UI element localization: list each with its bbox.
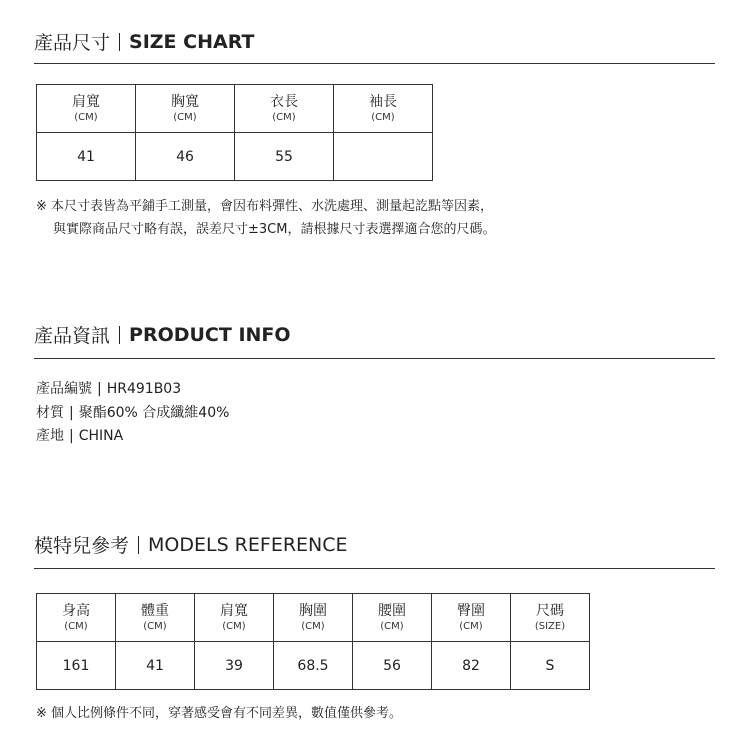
column-label: 胸寬 [171,93,199,110]
models-reference-title-en: MODELS REFERENCE [148,533,348,556]
size-chart-value-cell: 46 [136,133,235,181]
models-reference-table [36,593,590,690]
size-chart-title [34,28,254,55]
product-info-value: 聚酯60% 合成纖維40% [78,404,230,421]
info-separator: | [69,428,74,444]
column-label: 胸圍 [299,602,327,619]
models-reference-header-row [37,594,590,642]
models-reference-value-cell: 39 [195,642,274,690]
column-label: 臀圍 [457,602,485,619]
product-info-row [36,402,229,426]
models-reference-value-cell: 82 [432,642,511,690]
product-info-title-zh: 產品資訊 [34,325,111,347]
column-unit: (CM) [222,620,246,632]
size-chart-value-row [37,133,433,181]
column-label: 肩寬 [72,93,100,110]
size-chart-header-cell [334,85,433,133]
size-chart-header-cell [136,85,235,133]
models-reference-title-zh: 模特兒參考 [34,535,130,557]
size-chart-divider [34,63,715,64]
column-unit: (CM) [74,111,98,123]
product-info-row [36,425,229,449]
info-separator: | [97,381,102,397]
models-reference-header-cell [116,594,195,642]
column-unit: (CM) [143,620,167,632]
product-info-label: 產地 [36,428,64,444]
column-unit: (CM) [301,620,325,632]
product-info-label: 產品編號 [36,381,92,397]
size-chart-header-cell [235,85,334,133]
models-reference-header-cell [195,594,274,642]
column-unit: (CM) [380,620,404,632]
size-chart-value-cell [334,133,433,181]
column-label: 體重 [141,602,169,619]
models-reference-value-cell: 161 [37,642,116,690]
column-label: 腰圍 [378,602,406,619]
column-unit: (CM) [173,111,197,123]
models-reference-value-cell: S [511,642,590,690]
size-chart-header-cell [37,85,136,133]
product-info-value: CHINA [78,428,124,444]
column-unit: (CM) [272,111,296,123]
product-info-title [34,321,291,348]
column-label: 衣長 [270,93,298,110]
size-chart-table [36,84,433,181]
column-unit: (CM) [64,620,88,632]
models-reference-header-cell [511,594,590,642]
models-reference-value-cell: 56 [353,642,432,690]
product-info-row [36,378,229,402]
column-unit: (SIZE) [534,620,566,632]
size-chart-note-line2: 與實際商品尺寸略有誤，誤差尺寸±3CM，請根據尺寸表選擇適合您的尺碼。 [53,222,496,237]
models-reference-value-row [37,642,590,690]
size-chart-value-cell: 55 [235,133,334,181]
title-separator [119,326,120,344]
models-reference-header-cell [353,594,432,642]
models-reference-note: ※ 個人比例條件不同，穿著感受會有不同差異，數值僅供參考。 [36,706,403,721]
models-reference-header-cell [37,594,116,642]
title-separator [138,536,139,554]
title-separator [119,33,120,51]
column-label: 身高 [62,602,90,619]
product-info-list [36,378,229,449]
column-unit: (CM) [459,620,483,632]
product-info-value: HR491B03 [106,381,182,397]
size-chart-note [36,195,495,241]
product-info-label: 材質 [36,404,64,421]
column-label: 尺碼 [536,602,564,619]
size-chart-title-zh: 產品尺寸 [34,32,111,54]
product-info-divider [34,358,715,359]
size-chart-note-line1: ※ 本尺寸表皆為平鋪手工測量，會因布料彈性、水洗處理、測量起訖點等因素， [36,199,494,214]
column-label: 袖長 [369,93,397,110]
product-info-title-en: PRODUCT INFO [129,323,291,346]
size-chart-header-row [37,85,433,133]
models-reference-value-cell: 68.5 [274,642,353,690]
models-reference-divider [34,568,715,569]
size-chart-value-cell: 41 [37,133,136,181]
column-unit: (CM) [371,111,395,123]
models-reference-header-cell [432,594,511,642]
info-separator: | [69,404,74,421]
models-reference-title [34,531,348,558]
models-reference-header-cell [274,594,353,642]
size-chart-title-en: SIZE CHART [129,30,255,53]
column-label: 肩寬 [220,602,248,619]
models-reference-value-cell: 41 [116,642,195,690]
